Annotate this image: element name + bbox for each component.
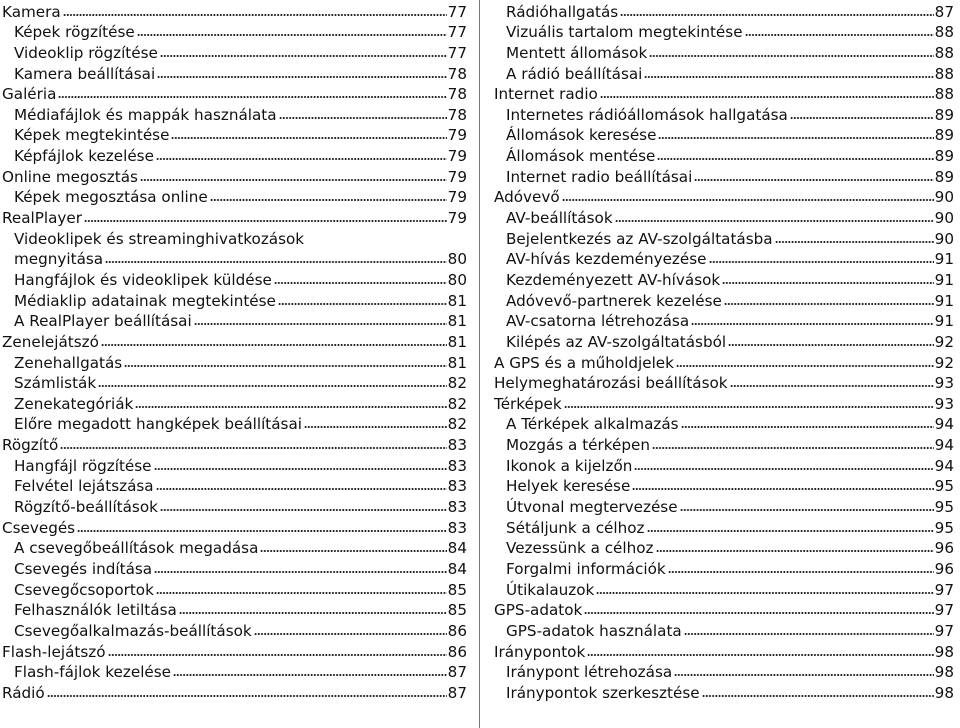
toc-entry[interactable] <box>494 22 954 43</box>
toc-page-number: 89 <box>934 126 954 145</box>
dot-leader <box>658 136 933 140</box>
toc-entry[interactable] <box>494 558 954 579</box>
toc-entry[interactable] <box>2 517 467 538</box>
dot-leader <box>173 673 447 677</box>
toc-entry-title: Hangfájl rögzítése <box>14 456 152 475</box>
toc-entry-title: Internet radio beállításai <box>506 167 693 186</box>
toc-page-number: 84 <box>447 559 467 578</box>
toc-entry-title: Kamera beállításai <box>14 64 156 83</box>
toc-page-number: 90 <box>934 209 954 228</box>
toc-entry-title: Kamera <box>2 2 61 21</box>
toc-page-number: 87 <box>447 683 467 702</box>
toc-entry[interactable] <box>494 620 954 641</box>
toc-page-number: 83 <box>447 498 467 517</box>
toc-page-number: 98 <box>934 683 954 702</box>
dot-leader <box>105 260 447 264</box>
toc-entry[interactable] <box>2 166 467 187</box>
toc-entry[interactable] <box>494 496 954 517</box>
toc-entry[interactable] <box>2 414 467 435</box>
toc-page-number: 79 <box>447 126 467 145</box>
toc-entry-title: Helyek keresése <box>506 477 631 496</box>
dot-leader <box>278 302 447 306</box>
toc-page-number: 82 <box>447 374 467 393</box>
toc-page-number: 86 <box>447 642 467 661</box>
dot-leader <box>649 54 933 58</box>
toc-entry[interactable] <box>494 125 954 146</box>
toc-entry-title: Képfájlok kezelése <box>14 147 154 166</box>
toc-page-number: 81 <box>447 312 467 331</box>
toc-entry[interactable] <box>494 249 954 270</box>
toc-entry[interactable] <box>2 145 467 166</box>
toc-entry-title: Online megosztás <box>2 167 138 186</box>
dot-leader <box>775 240 934 244</box>
dot-leader <box>657 157 933 161</box>
toc-page-number: 80 <box>447 270 467 289</box>
toc-entry-title: Rádióhallgatás <box>506 2 619 21</box>
toc-entry-title: A Térképek alkalmazás <box>506 415 679 434</box>
dot-leader <box>680 508 934 512</box>
toc-entry-title: Iránypontok <box>494 642 586 661</box>
dot-leader <box>274 281 447 285</box>
toc-entry[interactable] <box>2 42 467 63</box>
dot-leader <box>600 95 934 99</box>
toc-page-number: 88 <box>934 43 954 62</box>
dot-leader <box>674 673 933 677</box>
toc-entry[interactable] <box>494 187 954 208</box>
toc-entry[interactable] <box>2 331 467 352</box>
dot-leader <box>260 549 446 553</box>
dot-leader <box>63 13 447 17</box>
toc-entry-title: Sétáljunk a célhoz <box>506 518 645 537</box>
dot-leader <box>644 75 933 79</box>
toc-entry[interactable] <box>494 352 954 373</box>
toc-entry[interactable] <box>2 682 467 703</box>
toc-entry-title: Rádió <box>2 683 45 702</box>
toc-entry[interactable] <box>494 434 954 455</box>
toc-entry-title: GPS-adatok használata <box>506 621 682 640</box>
toc-page-number: 79 <box>447 188 467 207</box>
toc-entry[interactable] <box>2 290 467 311</box>
toc-entry[interactable] <box>2 1 467 22</box>
toc-entry[interactable] <box>2 476 467 497</box>
toc-entry[interactable] <box>2 84 467 105</box>
dot-leader <box>60 446 446 450</box>
dot-leader <box>562 198 934 202</box>
toc-entry[interactable] <box>2 620 467 641</box>
dot-leader <box>304 425 447 429</box>
toc-page-number: 95 <box>934 477 954 496</box>
dot-leader <box>47 694 447 698</box>
toc-entry-title: Kezdeményezett AV-hívások <box>506 270 721 289</box>
toc-page-number: 82 <box>447 394 467 413</box>
toc-entry[interactable] <box>2 22 467 43</box>
dot-leader <box>620 13 934 17</box>
toc-entry[interactable] <box>2 207 467 228</box>
toc-page-number: 77 <box>447 23 467 42</box>
dot-leader <box>647 529 934 533</box>
toc-entry-title: Flash-fájlok kezelése <box>14 663 172 682</box>
toc-entry-title: GPS-adatok <box>494 601 583 620</box>
toc-entry-title: AV-csatorna létrehozása <box>506 312 690 331</box>
toc-entry[interactable] <box>494 414 954 435</box>
toc-page-number: 81 <box>447 353 467 372</box>
toc-page-number: 95 <box>934 518 954 537</box>
dot-leader <box>137 33 447 37</box>
toc-entry[interactable] <box>494 373 954 394</box>
dot-leader <box>668 570 934 574</box>
toc-page-number: 77 <box>447 2 467 21</box>
toc-page-number: 98 <box>934 663 954 682</box>
toc-entry[interactable] <box>494 104 954 125</box>
toc-page-number: 97 <box>934 601 954 620</box>
toc-page-number: 96 <box>934 539 954 558</box>
toc-entry[interactable] <box>2 600 467 621</box>
toc-entry[interactable] <box>494 63 954 84</box>
dot-leader <box>656 549 934 553</box>
toc-entry[interactable] <box>2 579 467 600</box>
toc-entry[interactable] <box>494 207 954 228</box>
toc-page-number: 92 <box>934 332 954 351</box>
toc-entry-title: Állomások keresése <box>506 126 657 145</box>
dot-leader <box>210 198 447 202</box>
toc-page-number: 83 <box>447 456 467 475</box>
toc-entry-title: Forgalmi információk <box>506 559 666 578</box>
toc-page-number: 79 <box>447 167 467 186</box>
toc-entry-title: Csevegés indítása <box>14 559 153 578</box>
toc-page-number: 90 <box>934 229 954 248</box>
toc-entry[interactable] <box>2 104 467 125</box>
toc-entry-title: Internetes rádióállomások hallgatása <box>506 105 788 124</box>
toc-entry-title: Csevegőalkalmazás-beállítások <box>14 621 252 640</box>
toc-entry[interactable] <box>2 249 467 270</box>
toc-entry-title: Mentett állomások <box>506 43 648 62</box>
dot-leader <box>676 364 934 368</box>
dot-leader <box>587 653 933 657</box>
toc-entry-title: Ikonok a kijelzőn <box>506 456 633 475</box>
toc-entry-title: Vizuális tartalom megtekintése <box>506 23 743 42</box>
toc-page-number: 88 <box>934 23 954 42</box>
dot-leader <box>615 219 934 223</box>
dot-leader <box>179 611 447 615</box>
toc-entry-title: Médiafájlok és mappák használata <box>14 105 277 124</box>
dot-leader <box>84 219 447 223</box>
toc-entry-title: Iránypont létrehozása <box>506 663 673 682</box>
toc-entry[interactable] <box>494 538 954 559</box>
toc-entry-title: Kilépés az AV-szolgáltatásból <box>506 332 727 351</box>
toc-entry-title: A rádió beállításai <box>506 64 643 83</box>
dot-leader <box>632 487 933 491</box>
toc-entry[interactable] <box>494 517 954 538</box>
dot-leader <box>98 384 447 388</box>
toc-page-number: 87 <box>934 2 954 21</box>
toc-entry[interactable] <box>494 290 954 311</box>
dot-leader <box>77 529 447 533</box>
toc-entry-title: Felvétel lejátszása <box>14 477 154 496</box>
toc-page-number: 83 <box>447 477 467 496</box>
toc-page-number: 79 <box>447 209 467 228</box>
toc-entry-title: Zenelejátszó <box>2 332 99 351</box>
dot-leader <box>160 508 447 512</box>
toc-entry[interactable] <box>494 42 954 63</box>
dot-leader <box>728 343 934 347</box>
toc-entry[interactable] <box>494 311 954 332</box>
dot-leader <box>154 570 447 574</box>
dot-leader <box>171 136 446 140</box>
toc-page-number: 79 <box>447 147 467 166</box>
toc-page-number: 81 <box>447 291 467 310</box>
toc-page-number: 87 <box>447 663 467 682</box>
toc-page-number: 94 <box>934 415 954 434</box>
dot-leader <box>691 322 934 326</box>
toc-entry-title: Képek rögzítése <box>14 23 135 42</box>
toc-entry-title: Flash-lejátszó <box>2 642 106 661</box>
toc-entry[interactable] <box>2 393 467 414</box>
dot-leader <box>101 343 447 347</box>
toc-page-number: 78 <box>447 64 467 83</box>
toc-entry[interactable] <box>2 125 467 146</box>
toc-entry-title: Térképek <box>494 394 562 413</box>
toc-entry-title: Zenekategóriák <box>14 394 134 413</box>
toc-page-number: 78 <box>447 85 467 104</box>
dot-leader <box>745 33 934 37</box>
toc-page-number: 96 <box>934 559 954 578</box>
toc-entry-title: Zenehallgatás <box>14 353 123 372</box>
toc-entry-title: Csevegés <box>2 518 76 537</box>
toc-page-number: 98 <box>934 642 954 661</box>
toc-entry[interactable] <box>2 662 467 683</box>
toc-entry-title: Előre megadott hangképek beállításai <box>14 415 302 434</box>
toc-entry-title: megnyitása <box>14 250 104 269</box>
toc-entry[interactable] <box>494 641 954 662</box>
dot-leader <box>694 178 933 182</box>
toc-entry[interactable] <box>2 269 467 290</box>
dot-leader <box>702 694 934 698</box>
toc-entry[interactable] <box>2 63 467 84</box>
toc-entry-title: Mozgás a térképen <box>506 436 650 455</box>
toc-page-number: 91 <box>934 291 954 310</box>
toc-page-number: 85 <box>447 601 467 620</box>
dot-leader <box>634 467 933 471</box>
toc-entry-title: Bejelentkezés az AV-szolgáltatásba <box>506 229 773 248</box>
toc-entry-title: Internet radio <box>494 85 598 104</box>
dot-leader <box>108 653 447 657</box>
toc-entry-title: Képek megtekintése <box>14 126 170 145</box>
toc-page-number: 80 <box>447 250 467 269</box>
toc-entry[interactable] <box>494 682 954 703</box>
toc-page-number: 92 <box>934 353 954 372</box>
toc-entry-title: Helymeghatározási beállítások <box>494 374 728 393</box>
toc-entry[interactable] <box>494 476 954 497</box>
toc-entry-title: Galéria <box>2 85 57 104</box>
toc-entry-title: Hangfájlok és videoklipek küldése <box>14 270 272 289</box>
toc-page-number: 95 <box>934 498 954 517</box>
dot-leader <box>584 611 933 615</box>
toc-page-number: 91 <box>934 312 954 331</box>
toc-entry-title: Képek megosztása online <box>14 188 208 207</box>
toc-entry[interactable] <box>494 393 954 414</box>
toc-entry-title: RealPlayer <box>2 209 83 228</box>
dot-leader <box>652 446 934 450</box>
dot-leader <box>154 467 447 471</box>
toc-entry[interactable] <box>494 228 954 249</box>
dot-leader <box>124 364 446 368</box>
toc-entry-title: AV-hívás kezdeményezése <box>506 250 707 269</box>
toc-page-number: 89 <box>934 147 954 166</box>
toc-entry[interactable] <box>2 455 467 476</box>
toc-entry[interactable] <box>494 662 954 683</box>
dot-leader <box>596 591 933 595</box>
toc-page-number: 86 <box>447 621 467 640</box>
toc-entry[interactable] <box>2 558 467 579</box>
toc-entry[interactable] <box>494 1 954 22</box>
toc-entry-title: Videoklip rögzítése <box>14 43 158 62</box>
dot-leader <box>58 95 446 99</box>
toc-page-number: 89 <box>934 105 954 124</box>
toc-entry[interactable] <box>494 579 954 600</box>
toc-entry-title: Rögzítő <box>2 436 59 455</box>
toc-page-number: 85 <box>447 580 467 599</box>
dot-leader <box>279 116 447 120</box>
toc-page-number: 93 <box>934 394 954 413</box>
toc-entry[interactable] <box>2 311 467 332</box>
dot-leader <box>160 54 447 58</box>
toc-entry[interactable] <box>494 145 954 166</box>
dot-leader <box>709 260 934 264</box>
dot-leader <box>254 632 447 636</box>
dot-leader <box>722 281 933 285</box>
toc-entry-title: Állomások mentése <box>506 147 656 166</box>
toc-entry[interactable] <box>2 434 467 455</box>
toc-entry[interactable] <box>2 373 467 394</box>
toc-entry[interactable] <box>2 187 467 208</box>
toc-entry[interactable] <box>2 228 467 249</box>
dot-leader <box>564 405 934 409</box>
toc-page-number: 77 <box>447 43 467 62</box>
dot-leader <box>194 322 447 326</box>
toc-entry-title: Felhasználók letiltása <box>14 601 177 620</box>
toc-entry[interactable] <box>494 269 954 290</box>
toc-page-number: 82 <box>447 415 467 434</box>
toc-page-number: 97 <box>934 580 954 599</box>
toc-page-number: 84 <box>447 539 467 558</box>
toc-page-number: 93 <box>934 374 954 393</box>
toc-entry-title: A RealPlayer beállításai <box>14 312 192 331</box>
toc-entry[interactable] <box>494 331 954 352</box>
toc-entry[interactable] <box>494 455 954 476</box>
toc-page-number: 91 <box>934 250 954 269</box>
toc-column-right <box>494 1 954 703</box>
toc-entry-title: Számlisták <box>14 374 97 393</box>
toc-entry-title: A csevegőbeállítások megadása <box>14 539 259 558</box>
dot-leader <box>156 487 447 491</box>
toc-page-number: 78 <box>447 105 467 124</box>
dot-leader <box>135 405 446 409</box>
toc-entry[interactable] <box>494 84 954 105</box>
dot-leader <box>684 632 934 636</box>
toc-entry-title: Útikalauzok <box>506 580 595 599</box>
toc-entry[interactable] <box>2 538 467 559</box>
toc-entry[interactable] <box>494 600 954 621</box>
toc-page-number: 97 <box>934 621 954 640</box>
toc-column-left <box>2 1 467 703</box>
toc-page-number: 81 <box>447 332 467 351</box>
dot-leader <box>156 591 447 595</box>
dot-leader <box>724 302 934 306</box>
toc-page-number: 91 <box>934 270 954 289</box>
toc-entry-title: Csevegőcsoportok <box>14 580 154 599</box>
toc-entry-title: Vezessünk a célhoz <box>506 539 654 558</box>
toc-page-number: 94 <box>934 436 954 455</box>
toc-entry-title: Adóvevő-partnerek kezelése <box>506 291 722 310</box>
dot-leader <box>140 178 447 182</box>
toc-entry[interactable] <box>2 496 467 517</box>
toc-entry[interactable] <box>2 641 467 662</box>
toc-entry-title: Médiaklip adatainak megtekintése <box>14 291 276 310</box>
toc-entry-title: A GPS és a műholdjelek <box>494 353 674 372</box>
dot-leader <box>157 75 447 79</box>
toc-page-number: 88 <box>934 64 954 83</box>
toc-page-number: 83 <box>447 436 467 455</box>
column-divider <box>479 0 480 728</box>
toc-page-number: 88 <box>934 85 954 104</box>
toc-entry-title: Iránypontok szerkesztése <box>506 683 700 702</box>
toc-page-number: 83 <box>447 518 467 537</box>
dot-leader <box>790 116 934 120</box>
dot-leader <box>681 425 934 429</box>
toc-page-number: 94 <box>934 456 954 475</box>
dot-leader <box>730 384 934 388</box>
toc-entry-title: Rögzítő-beállítások <box>14 498 158 517</box>
dot-leader <box>156 157 447 161</box>
toc-entry-title: Útvonal megtervezése <box>506 498 678 517</box>
toc-page-number: 90 <box>934 188 954 207</box>
toc-entry-title: AV-beállítások <box>506 209 613 228</box>
toc-entry-title: Adóvevő <box>494 188 560 207</box>
toc-entry[interactable] <box>2 352 467 373</box>
toc-entry-title: Videoklipek és streaminghivatkozások <box>14 229 305 248</box>
toc-entry[interactable] <box>494 166 954 187</box>
toc-page-number: 89 <box>934 167 954 186</box>
